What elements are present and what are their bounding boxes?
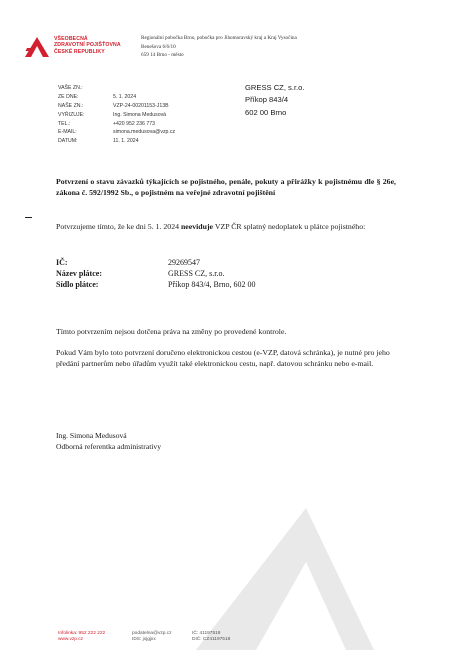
meta-row: ZE DNE: 5. 1. 2024: [58, 93, 137, 100]
footer-electronic: podatelna@vzp.cz IDS: jxjgjxx: [132, 631, 172, 643]
meta-row: TEL.: +420 952 236 773: [58, 120, 155, 127]
logo-text: VŠEOBECNÁ ZDRAVOTNÍ POJIŠŤOVNA ČESKÉ REPUBLIKY: [54, 36, 121, 55]
document-subject: Potvrzení o stavu závazků týkajících se pojistného, penále, pokuty a přirážky k pojistnému dle § 26e, zákona č. 592/1992 Sb., o pojistném na veřejné zdravotní pojištění: [56, 177, 396, 197]
meta-row: VAŠE ZN.:: [58, 85, 83, 91]
meta-row: VYŘIZUJE: Ing. Simona Medusová: [58, 111, 167, 118]
meta-row: DATUM: 11. 1. 2024: [58, 138, 139, 145]
watermark-shape: [196, 500, 376, 650]
detail-row: IČ: 29269547: [56, 258, 200, 267]
footer-contact: Infolinka: 952 222 222 www.vzp.cz: [58, 631, 106, 643]
payer-details: [56, 257, 256, 291]
rights-note: Tímto potvrzením nejsou dotčena práva na změny po provedené kontrole.: [56, 327, 287, 336]
recipient-address: GRESS CZ, s.r.o. Příkop 843/4 602 00 Brno: [245, 83, 305, 117]
fold-mark: [25, 217, 32, 218]
confirmation-text: Potvrzujeme tímto, že ke dni 5. 1. 2024 neeviduje VZP ČR splatný nedoplatek u plátce pojistného:: [56, 222, 366, 231]
detail-row: Sídlo plátce: Příkop 843/4, Brno, 602 00: [56, 280, 256, 290]
meta-row: E-MAIL: simona.medusova@vzp.cz: [58, 129, 176, 136]
detail-row: Název plátce: GRESS CZ, s.r.o.: [56, 269, 225, 279]
vzp-logo: [24, 34, 142, 60]
footer-ids: IČ: 41197518 DIČ: CZ41197518: [192, 631, 231, 643]
reference-block: [58, 84, 175, 146]
delivery-note: Pokud Vám bylo toto potvrzení doručeno elektronickou cestou (e-VZP, datová schránka), je nutné pro jeho předání partnerům nebo úřadům využít také elektronickou cestu, např. datovou schránku nebo e-mail.: [56, 348, 390, 368]
signatory-role: Odborná referentka administrativy: [56, 441, 162, 451]
branch-address: Regionální pobočka Brno, pobočka pro Jihomoravský kraj a Kraj Vysočina Benešova 6/6/10 659 14 Brno - město: [141, 35, 297, 59]
vzp-logo-icon: [24, 36, 50, 58]
signature-block: [56, 431, 161, 453]
signatory-name: Ing. Simona Medusová: [56, 431, 127, 440]
meta-row: NAŠE ZN.: VZP-24-00201153-J13B: [58, 102, 169, 109]
